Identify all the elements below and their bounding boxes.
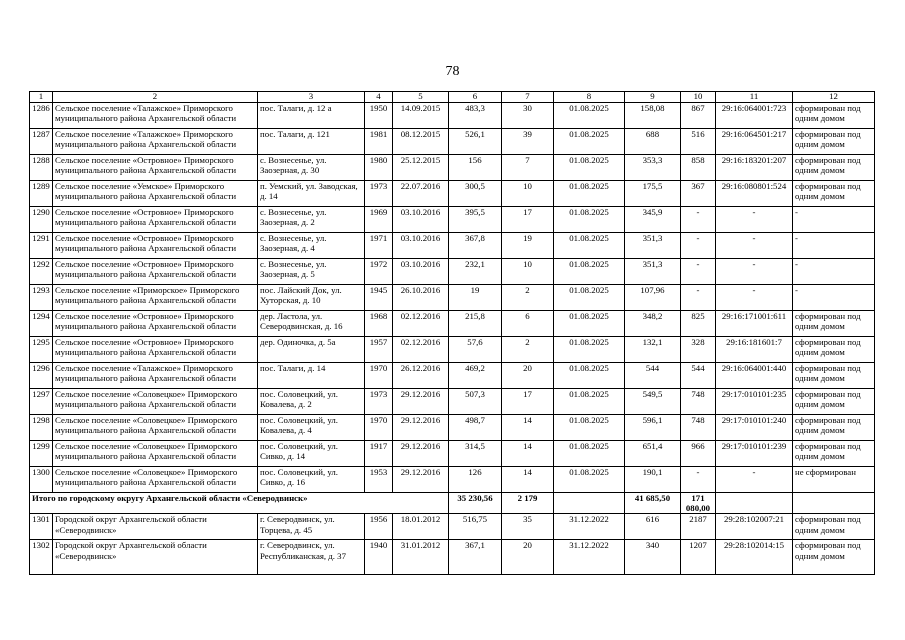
table-row — [30, 233, 875, 259]
year-cell: 1981 — [365, 129, 393, 155]
row-number: 1298 — [30, 415, 53, 441]
municipality-cell: Сельское поселение «Талажское» Приморского муниципального района Архангельской области — [53, 129, 258, 155]
land-status-cell: сформирован под одним домом — [793, 155, 875, 181]
land-status-cell: - — [793, 207, 875, 233]
address-cell: пос. Соловецкий, ул. Сивко, д. 14 — [258, 441, 365, 467]
total-amount: 41 685,50 — [625, 493, 681, 514]
date-cell: 14.09.2015 — [393, 103, 449, 129]
cadastral-number-cell: - — [716, 467, 793, 493]
land-status-cell: сформирован под одним домом — [793, 337, 875, 363]
date-cell: 29.12.2016 — [393, 415, 449, 441]
row-number: 1299 — [30, 441, 53, 467]
table-row — [30, 415, 875, 441]
area-cell: 314,5 — [449, 441, 502, 467]
municipality-cell: Сельское поселение «Соловецкое» Приморского муниципального района Архангельской области — [53, 441, 258, 467]
cadastral-number-cell: 29:17:010101:239 — [716, 441, 793, 467]
area-cell: 469,2 — [449, 363, 502, 389]
deadline-cell: 01.08.2025 — [554, 103, 625, 129]
land-status-cell: сформирован под одним домом — [793, 540, 875, 575]
cadastral-number-cell: 29:17:010101:235 — [716, 389, 793, 415]
municipality-cell: Сельское поселение «Талажское» Приморского муниципального района Архангельской области — [53, 363, 258, 389]
municipality-cell: Городской округ Архангельской области «Северодвинск» — [53, 540, 258, 575]
total-land-area: 171 080,00 — [681, 493, 716, 514]
total-area: 35 230,56 — [449, 493, 502, 514]
table-row — [30, 363, 875, 389]
cadastral-number-cell: 29:16:181601:7 — [716, 337, 793, 363]
deadline-cell: 01.08.2025 — [554, 207, 625, 233]
address-cell: п. Уемский, ул. Заводская, д. 14 — [258, 181, 365, 207]
address-cell: пос. Соловецкий, ул. Ковалева, д. 4 — [258, 415, 365, 441]
date-cell: 03.10.2016 — [393, 207, 449, 233]
year-cell: 1950 — [365, 103, 393, 129]
land-status-cell: сформирован под одним домом — [793, 389, 875, 415]
cadastral-number-cell: - — [716, 207, 793, 233]
table-row — [30, 207, 875, 233]
column-number: 9 — [625, 92, 681, 103]
amount-cell: 688 — [625, 129, 681, 155]
land-area-cell: - — [681, 285, 716, 311]
cadastral-number-cell: 29:28:102014:15 — [716, 540, 793, 575]
row-number: 1290 — [30, 207, 53, 233]
row-number: 1301 — [30, 514, 53, 540]
amount-cell: 351,3 — [625, 259, 681, 285]
row-number: 1291 — [30, 233, 53, 259]
land-area-cell: - — [681, 233, 716, 259]
municipality-cell: Сельское поселение «Островное» Приморского муниципального района Архангельской области — [53, 311, 258, 337]
residents-cell: 30 — [502, 103, 554, 129]
column-number: 12 — [793, 92, 875, 103]
year-cell: 1953 — [365, 467, 393, 493]
address-cell: г. Северодвинск, ул. Торцева, д. 45 — [258, 514, 365, 540]
row-number: 1287 — [30, 129, 53, 155]
row-number: 1296 — [30, 363, 53, 389]
table-row — [30, 540, 875, 575]
deadline-cell: 01.08.2025 — [554, 441, 625, 467]
cadastral-number-cell: - — [716, 285, 793, 311]
deadline-cell: 31.12.2022 — [554, 514, 625, 540]
table-row — [30, 285, 875, 311]
row-number: 1297 — [30, 389, 53, 415]
date-cell: 03.10.2016 — [393, 259, 449, 285]
year-cell: 1969 — [365, 207, 393, 233]
total-residents: 2 179 — [502, 493, 554, 514]
date-cell: 26.10.2016 — [393, 285, 449, 311]
address-cell: пос. Соловецкий, ул. Сивко, д. 16 — [258, 467, 365, 493]
year-cell: 1945 — [365, 285, 393, 311]
deadline-cell: 01.08.2025 — [554, 233, 625, 259]
amount-cell: 351,3 — [625, 233, 681, 259]
total-empty — [793, 493, 875, 514]
date-cell: 22.07.2016 — [393, 181, 449, 207]
date-cell: 03.10.2016 — [393, 233, 449, 259]
municipality-cell: Сельское поселение «Соловецкое» Приморского муниципального района Архангельской области — [53, 389, 258, 415]
residents-cell: 14 — [502, 467, 554, 493]
table-row — [30, 514, 875, 540]
table-row — [30, 441, 875, 467]
land-area-cell: 748 — [681, 415, 716, 441]
row-number: 1293 — [30, 285, 53, 311]
land-status-cell: - — [793, 285, 875, 311]
table-row — [30, 181, 875, 207]
land-area-cell: 367 — [681, 181, 716, 207]
land-area-cell: 748 — [681, 389, 716, 415]
table-row — [30, 103, 875, 129]
municipality-cell: Сельское поселение «Островное» Приморского муниципального района Архангельской области — [53, 207, 258, 233]
row-number: 1295 — [30, 337, 53, 363]
date-cell: 31.01.2012 — [393, 540, 449, 575]
date-cell: 18.01.2012 — [393, 514, 449, 540]
area-cell: 483,3 — [449, 103, 502, 129]
cadastral-number-cell: 29:16:064501:217 — [716, 129, 793, 155]
amount-cell: 596,1 — [625, 415, 681, 441]
date-cell: 29.12.2016 — [393, 389, 449, 415]
amount-cell: 616 — [625, 514, 681, 540]
area-cell: 367,1 — [449, 540, 502, 575]
date-cell: 29.12.2016 — [393, 441, 449, 467]
land-status-cell: сформирован под одним домом — [793, 181, 875, 207]
land-status-cell: не сформирован — [793, 467, 875, 493]
area-cell: 19 — [449, 285, 502, 311]
area-cell: 516,75 — [449, 514, 502, 540]
amount-cell: 175,5 — [625, 181, 681, 207]
year-cell: 1980 — [365, 155, 393, 181]
amount-cell: 340 — [625, 540, 681, 575]
column-number: 6 — [449, 92, 502, 103]
land-status-cell: сформирован под одним домом — [793, 415, 875, 441]
table-row — [30, 259, 875, 285]
residents-cell: 7 — [502, 155, 554, 181]
area-cell: 526,1 — [449, 129, 502, 155]
residents-cell: 20 — [502, 540, 554, 575]
residents-cell: 10 — [502, 259, 554, 285]
address-cell: дер. Ластола, ул. Северодвинская, д. 16 — [258, 311, 365, 337]
cadastral-number-cell: - — [716, 259, 793, 285]
area-cell: 498,7 — [449, 415, 502, 441]
deadline-cell: 01.08.2025 — [554, 467, 625, 493]
column-number: 5 — [393, 92, 449, 103]
land-area-cell: 2187 — [681, 514, 716, 540]
deadline-cell: 01.08.2025 — [554, 363, 625, 389]
amount-cell: 345,9 — [625, 207, 681, 233]
area-cell: 367,8 — [449, 233, 502, 259]
deadline-cell: 01.08.2025 — [554, 181, 625, 207]
date-cell: 26.12.2016 — [393, 363, 449, 389]
deadline-cell: 01.08.2025 — [554, 337, 625, 363]
address-cell: с. Вознесенье, ул. Заозерная, д. 4 — [258, 233, 365, 259]
land-area-cell: 966 — [681, 441, 716, 467]
cadastral-number-cell: - — [716, 233, 793, 259]
land-area-cell: - — [681, 259, 716, 285]
amount-cell: 544 — [625, 363, 681, 389]
area-cell: 507,3 — [449, 389, 502, 415]
row-number: 1302 — [30, 540, 53, 575]
year-cell: 1968 — [365, 311, 393, 337]
municipality-cell: Сельское поселение «Соловецкое» Приморского муниципального района Архангельской области — [53, 467, 258, 493]
land-status-cell: - — [793, 233, 875, 259]
address-cell: пос. Соловецкий, ул. Ковалева, д. 2 — [258, 389, 365, 415]
cadastral-number-cell: 29:17:010101:240 — [716, 415, 793, 441]
land-status-cell: сформирован под одним домом — [793, 129, 875, 155]
year-cell: 1971 — [365, 233, 393, 259]
column-number: 1 — [30, 92, 53, 103]
year-cell: 1973 — [365, 389, 393, 415]
address-cell: пос. Талаги, д. 14 — [258, 363, 365, 389]
land-area-cell: 1207 — [681, 540, 716, 575]
residents-cell: 17 — [502, 207, 554, 233]
table-row — [30, 155, 875, 181]
date-cell: 29.12.2016 — [393, 467, 449, 493]
address-cell: с. Вознесенье, ул. Заозерная, д. 30 — [258, 155, 365, 181]
year-cell: 1970 — [365, 415, 393, 441]
cadastral-number-cell: 29:16:171001:611 — [716, 311, 793, 337]
residents-cell: 35 — [502, 514, 554, 540]
land-area-cell: 858 — [681, 155, 716, 181]
total-empty — [554, 493, 625, 514]
land-status-cell: сформирован под одним домом — [793, 103, 875, 129]
cadastral-number-cell: 29:16:064001:723 — [716, 103, 793, 129]
residents-cell: 2 — [502, 285, 554, 311]
column-number: 10 — [681, 92, 716, 103]
municipality-cell: Сельское поселение «Талажское» Приморского муниципального района Архангельской области — [53, 103, 258, 129]
table-row — [30, 129, 875, 155]
year-cell: 1970 — [365, 363, 393, 389]
deadline-cell: 01.08.2025 — [554, 155, 625, 181]
date-cell: 02.12.2016 — [393, 311, 449, 337]
deadline-cell: 31.12.2022 — [554, 540, 625, 575]
year-cell: 1940 — [365, 540, 393, 575]
row-number: 1294 — [30, 311, 53, 337]
municipality-cell: Сельское поселение «Уемское» Приморского муниципального района Архангельской области — [53, 181, 258, 207]
land-area-cell: - — [681, 207, 716, 233]
area-cell: 232,1 — [449, 259, 502, 285]
row-number: 1292 — [30, 259, 53, 285]
land-status-cell: сформирован под одним домом — [793, 441, 875, 467]
municipality-cell: Городской округ Архангельской области «Северодвинск» — [53, 514, 258, 540]
municipality-cell: Сельское поселение «Соловецкое» Приморского муниципального района Архангельской области — [53, 415, 258, 441]
residents-cell: 2 — [502, 337, 554, 363]
municipality-cell: Сельское поселение «Островное» Приморского муниципального района Архангельской области — [53, 155, 258, 181]
amount-cell: 132,1 — [625, 337, 681, 363]
address-cell: с. Вознесенье, ул. Заозерная, д. 2 — [258, 207, 365, 233]
column-number-row — [30, 92, 875, 103]
area-cell: 215,8 — [449, 311, 502, 337]
municipality-cell: Сельское поселение «Приморское» Приморского муниципального района Архангельской области — [53, 285, 258, 311]
municipality-cell: Сельское поселение «Островное» Приморского муниципального района Архангельской области — [53, 337, 258, 363]
total-label: Итого по городскому округу Архангельской области «Северодвинск» — [30, 493, 449, 514]
address-cell: пос. Талаги, д. 121 — [258, 129, 365, 155]
municipality-cell: Сельское поселение «Островное» Приморского муниципального района Архангельской области — [53, 233, 258, 259]
total-empty — [716, 493, 793, 514]
table-row — [30, 337, 875, 363]
residents-cell: 39 — [502, 129, 554, 155]
area-cell: 156 — [449, 155, 502, 181]
year-cell: 1917 — [365, 441, 393, 467]
address-cell: пос. Лайский Док, ул. Хуторская, д. 10 — [258, 285, 365, 311]
address-cell: пос. Талаги, д. 12 а — [258, 103, 365, 129]
area-cell: 57,6 — [449, 337, 502, 363]
row-number: 1286 — [30, 103, 53, 129]
table-row — [30, 389, 875, 415]
register-table — [29, 91, 875, 575]
page-number: 78 — [445, 64, 460, 79]
cadastral-number-cell: 29:28:102007:21 — [716, 514, 793, 540]
year-cell: 1972 — [365, 259, 393, 285]
land-area-cell: 544 — [681, 363, 716, 389]
address-cell: г. Северодвинск, ул. Республиканская, д. 37 — [258, 540, 365, 575]
row-number: 1289 — [30, 181, 53, 207]
area-cell: 300,5 — [449, 181, 502, 207]
land-area-cell: - — [681, 467, 716, 493]
deadline-cell: 01.08.2025 — [554, 129, 625, 155]
land-status-cell: сформирован под одним домом — [793, 363, 875, 389]
table-row — [30, 311, 875, 337]
row-number: 1300 — [30, 467, 53, 493]
date-cell: 08.12.2015 — [393, 129, 449, 155]
column-number: 8 — [554, 92, 625, 103]
deadline-cell: 01.08.2025 — [554, 389, 625, 415]
column-number: 2 — [53, 92, 258, 103]
amount-cell: 549,5 — [625, 389, 681, 415]
residents-cell: 20 — [502, 363, 554, 389]
column-number: 7 — [502, 92, 554, 103]
total-row — [30, 493, 875, 514]
residents-cell: 6 — [502, 311, 554, 337]
cadastral-number-cell: 29:16:064001:440 — [716, 363, 793, 389]
residents-cell: 10 — [502, 181, 554, 207]
land-status-cell: - — [793, 259, 875, 285]
deadline-cell: 01.08.2025 — [554, 311, 625, 337]
land-area-cell: 328 — [681, 337, 716, 363]
year-cell: 1973 — [365, 181, 393, 207]
residents-cell: 14 — [502, 415, 554, 441]
amount-cell: 158,08 — [625, 103, 681, 129]
amount-cell: 651,4 — [625, 441, 681, 467]
land-area-cell: 825 — [681, 311, 716, 337]
residents-cell: 19 — [502, 233, 554, 259]
table-row — [30, 467, 875, 493]
amount-cell: 348,2 — [625, 311, 681, 337]
address-cell: с. Вознесенье, ул. Заозерная, д. 5 — [258, 259, 365, 285]
residents-cell: 14 — [502, 441, 554, 467]
amount-cell: 353,3 — [625, 155, 681, 181]
column-number: 4 — [365, 92, 393, 103]
row-number: 1288 — [30, 155, 53, 181]
land-area-cell: 516 — [681, 129, 716, 155]
amount-cell: 107,96 — [625, 285, 681, 311]
cadastral-number-cell: 29:16:183201:207 — [716, 155, 793, 181]
column-number: 3 — [258, 92, 365, 103]
date-cell: 02.12.2016 — [393, 337, 449, 363]
column-number: 11 — [716, 92, 793, 103]
area-cell: 395,5 — [449, 207, 502, 233]
residents-cell: 17 — [502, 389, 554, 415]
deadline-cell: 01.08.2025 — [554, 415, 625, 441]
cadastral-number-cell: 29:16:080801:524 — [716, 181, 793, 207]
land-status-cell: сформирован под одним домом — [793, 311, 875, 337]
land-area-cell: 867 — [681, 103, 716, 129]
deadline-cell: 01.08.2025 — [554, 259, 625, 285]
deadline-cell: 01.08.2025 — [554, 285, 625, 311]
land-status-cell: сформирован под одним домом — [793, 514, 875, 540]
date-cell: 25.12.2015 — [393, 155, 449, 181]
amount-cell: 190,1 — [625, 467, 681, 493]
area-cell: 126 — [449, 467, 502, 493]
address-cell: дер. Одиночка, д. 5а — [258, 337, 365, 363]
year-cell: 1957 — [365, 337, 393, 363]
year-cell: 1956 — [365, 514, 393, 540]
municipality-cell: Сельское поселение «Островное» Приморского муниципального района Архангельской области — [53, 259, 258, 285]
